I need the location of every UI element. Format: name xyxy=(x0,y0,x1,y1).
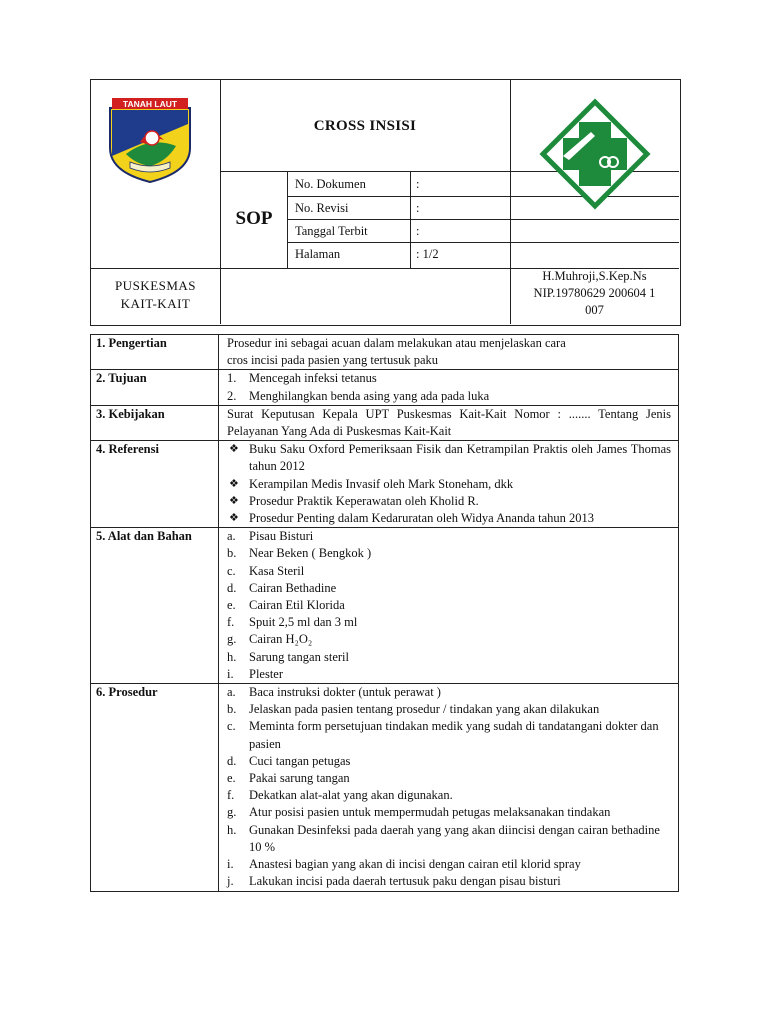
diamond-bullet-icon: ❖ xyxy=(229,512,239,525)
meta-label-halaman: Halaman xyxy=(295,247,341,261)
list-item: a. Baca instruksi dokter (untuk perawat ) xyxy=(227,685,441,700)
header-divider-v1 xyxy=(220,79,221,324)
sop-content-table xyxy=(90,334,679,892)
content-kebijakan: Surat Keputusan Kepala UPT Puskesmas Kait-Kait Nomor : ....... Tentang Jenis Pelayanan Yang Ada di Puskesmas Kait-Kait xyxy=(219,405,679,440)
list-item: h. Sarung tangan steril xyxy=(227,649,349,664)
row-prosedur xyxy=(91,684,679,891)
row-kebijakan xyxy=(91,405,679,440)
row-pengertian xyxy=(91,335,679,370)
label-pengertian: 1. Pengertian xyxy=(91,335,219,370)
list-item: d. Cairan Bethadine xyxy=(227,580,337,595)
list-item: 2. Menghilangkan benda asing yang ada pada luka xyxy=(227,388,490,403)
pengertian-line1: Prosedur ini sebagai acuan dalam melakukan atau menjelaskan cara xyxy=(227,336,566,350)
list-item: c. Kasa Steril xyxy=(227,563,305,578)
label-tujuan: 2. Tujuan xyxy=(91,370,219,405)
diamond-bullet-icon: ❖ xyxy=(229,477,239,490)
document-title: CROSS INSISI xyxy=(313,118,417,134)
signer-nip-line2: 007 xyxy=(585,303,604,317)
label-kebijakan: 3. Kebijakan xyxy=(91,405,219,440)
puskesmas-cross-logo xyxy=(539,98,651,210)
list-item: g. Cairan H₂O₂ xyxy=(227,632,313,647)
content-prosedur xyxy=(219,684,679,891)
list-item: ❖ Kerampilan Medis Invasif oleh Mark Stoneham, dkk xyxy=(227,476,671,493)
puskesmas-name-line2: KAIT-KAIT xyxy=(120,296,191,311)
puskesmas-name-line1: PUSKESMAS xyxy=(114,278,197,293)
content-pengertian xyxy=(219,335,679,370)
row-alat-bahan xyxy=(91,528,679,684)
list-item: b. Near Beken ( Bengkok ) xyxy=(227,546,372,561)
list-item: f. Spuit 2,5 ml dan 3 ml xyxy=(227,615,358,630)
list-item: ❖ Buku Saku Oxford Pemeriksaan Fisik dan Ketrampilan Praktis oleh James Thomas tahun 2012 xyxy=(229,442,671,474)
tanah-laut-emblem-logo xyxy=(106,96,194,184)
label-referensi: 4. Referensi xyxy=(91,441,219,528)
content-tujuan xyxy=(219,370,679,405)
list-item: i. Plester xyxy=(227,666,284,681)
list-item: e. Cairan Etil Klorida xyxy=(227,598,345,613)
list-item: d. Cuci tangan petugas xyxy=(227,753,351,768)
diamond-bullet-icon: ❖ xyxy=(229,494,239,507)
list-item: 1. Mencegah infeksi tetanus xyxy=(227,371,377,386)
meta-value-tanggal-terbit: : xyxy=(416,224,420,238)
signer-nip-line1: NIP.19780629 200604 1 xyxy=(533,286,656,300)
list-item: e. Pakai sarung tangan xyxy=(227,771,350,786)
meta-value-halaman: : 1/2 xyxy=(416,247,439,261)
list-item: ❖ Prosedur Penting dalam Kedaruratan oleh Widya Ananda tahun 2013 xyxy=(227,510,671,527)
meta-label-tanggal-terbit: Tanggal Terbit xyxy=(295,224,368,238)
meta-value-no-revisi: : xyxy=(416,201,420,215)
list-item: i. Anastesi bagian yang akan di incisi dengan cairan etil klorid spray xyxy=(227,857,581,872)
signer-name: H.Muhroji,S.Kep.Ns xyxy=(542,269,647,283)
row-referensi xyxy=(91,441,679,528)
meta-label-no-dokumen: No. Dokumen xyxy=(295,177,366,191)
label-prosedur: 6. Prosedur xyxy=(91,684,219,891)
label-alat-bahan: 5. Alat dan Bahan xyxy=(91,528,219,684)
diamond-bullet-icon: ❖ xyxy=(229,443,239,456)
list-item: j. Lakukan incisi pada daerah tertusuk paku dengan pisau bisturi xyxy=(227,874,561,889)
content-referensi xyxy=(219,441,679,528)
header-divider-h4 xyxy=(287,219,679,220)
meta-label-no-revisi: No. Revisi xyxy=(295,201,349,215)
signer-block xyxy=(510,268,679,319)
puskesmas-name xyxy=(91,277,220,313)
logo-left-text: TANAH LAUT xyxy=(122,99,178,109)
sop-label: SOP xyxy=(235,208,273,229)
list-item: h. Gunakan Desinfeksi pada daerah yang yang akan diincisi dengan cairan bethadine 10 % xyxy=(227,822,660,854)
row-tujuan xyxy=(91,370,679,405)
header-divider-h5 xyxy=(287,242,679,243)
list-item: b. Jelaskan pada pasien tentang prosedur / tindakan yang akan dilakukan xyxy=(227,702,600,717)
list-item: f. Dekatkan alat-alat yang akan digunakan. xyxy=(227,788,453,803)
meta-value-no-dokumen: : xyxy=(416,177,420,191)
list-item: a. Pisau Bisturi xyxy=(227,529,314,544)
content-alat-bahan xyxy=(219,528,679,684)
list-item: c. Meminta form persetujuan tindakan medik yang sudah di tandatangani dokter dan pasien xyxy=(227,719,659,751)
list-item: g. Atur posisi pasien untuk mempermudah petugas melaksanakan tindakan xyxy=(227,805,611,820)
list-item: ❖ Prosedur Praktik Keperawatan oleh Kholid R. xyxy=(227,493,671,510)
pengertian-line2: cros incisi pada pasien yang tertusuk paku xyxy=(227,353,439,368)
